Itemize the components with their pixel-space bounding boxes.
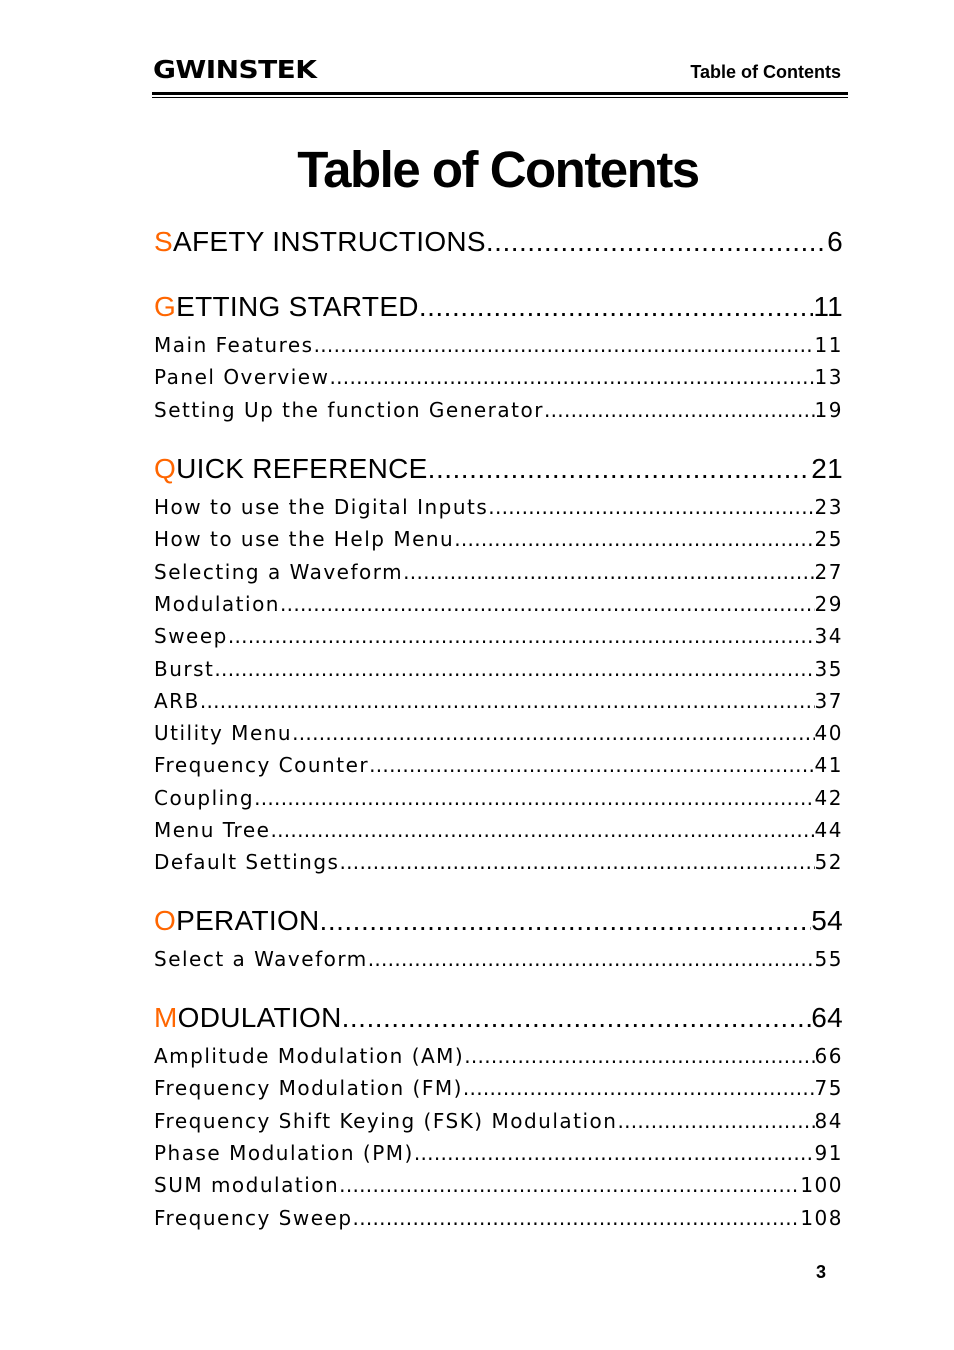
dot-leader xyxy=(368,947,815,971)
chapter-title xyxy=(154,226,486,258)
entry-title: Frequency Modulation (FM) xyxy=(154,1076,463,1101)
running-title: Table of Contents xyxy=(690,62,841,82)
toc-entry[interactable] xyxy=(154,721,843,745)
entry-page-number: 11 xyxy=(814,333,843,357)
toc-entry[interactable] xyxy=(154,689,843,713)
chapter-title-rest: ETTING STARTED xyxy=(176,291,419,322)
dot-leader xyxy=(280,592,815,616)
chapter-title xyxy=(154,905,320,937)
dot-leader xyxy=(214,657,814,681)
toc-entry[interactable] xyxy=(154,786,843,810)
toc-entry[interactable] xyxy=(154,527,843,551)
entry-page-number: 52 xyxy=(814,850,843,875)
toc-entry[interactable] xyxy=(154,365,843,389)
chapter-page-number: 64 xyxy=(811,1002,843,1033)
toc-entry[interactable] xyxy=(154,1206,843,1230)
toc-entry[interactable] xyxy=(154,753,843,777)
entry-page-number: 100 xyxy=(800,1173,843,1198)
dot-leader xyxy=(463,1076,815,1100)
dot-leader xyxy=(320,905,812,937)
chapter-title xyxy=(154,1002,342,1034)
entry-title: How to use the Help Menu xyxy=(154,527,455,552)
entry-page-number: 19 xyxy=(814,397,843,422)
brand-logo: GWINSTEK xyxy=(153,55,317,84)
entry-page-number: 29 xyxy=(814,591,843,616)
entry-title: Main Features xyxy=(154,333,314,357)
dot-leader xyxy=(454,527,814,551)
chapter-page-number: 6 xyxy=(827,226,843,257)
dot-leader xyxy=(464,1044,814,1068)
dot-leader xyxy=(342,1002,812,1034)
chapter-title-rest: ODULATION xyxy=(177,1002,342,1033)
toc-chapter[interactable] xyxy=(154,1002,843,1034)
chapter-title xyxy=(154,453,428,485)
entry-page-number: 91 xyxy=(814,1140,843,1165)
entry-title: Amplitude Modulation (AM) xyxy=(154,1044,465,1068)
toc-entry[interactable] xyxy=(154,624,843,648)
entry-page-number: 34 xyxy=(814,624,843,649)
toc-entry[interactable] xyxy=(154,560,843,584)
chapter-title xyxy=(154,291,419,323)
dot-leader xyxy=(414,1141,815,1165)
chapter-initial: G xyxy=(154,291,177,322)
dot-leader xyxy=(419,291,814,323)
toc-entry[interactable] xyxy=(154,657,843,681)
chapter-initial: M xyxy=(154,1002,178,1033)
entry-title: Utility Menu xyxy=(154,721,293,746)
dot-leader xyxy=(353,1206,801,1230)
chapter-page-number: 54 xyxy=(811,905,843,936)
entry-title: Setting Up the function Generator xyxy=(154,397,544,422)
dot-leader xyxy=(544,398,815,422)
entry-page-number: 66 xyxy=(814,1044,843,1068)
dot-leader xyxy=(200,689,815,713)
entry-page-number: 37 xyxy=(814,688,843,713)
dot-leader xyxy=(329,365,814,389)
chapter-page-number: 11 xyxy=(813,291,843,322)
entry-title: SUM modulation xyxy=(154,1173,340,1198)
chapter-page-number: 21 xyxy=(811,453,843,484)
entry-page-number: 35 xyxy=(814,656,843,681)
toc-entry[interactable] xyxy=(154,1076,843,1100)
dot-leader xyxy=(339,1173,800,1197)
entry-page-number: 108 xyxy=(800,1205,843,1230)
toc-chapter[interactable] xyxy=(154,226,843,258)
dot-leader xyxy=(403,560,814,584)
entry-page-number: 55 xyxy=(814,947,843,971)
entry-page-number: 13 xyxy=(814,365,843,390)
entry-title: Panel Overview xyxy=(154,365,330,390)
entry-title: Default Settings xyxy=(154,850,340,875)
toc-entry[interactable] xyxy=(154,398,843,422)
entry-title: Phase Modulation (PM) xyxy=(154,1140,414,1165)
entry-title: Modulation xyxy=(154,591,280,616)
entry-page-number: 25 xyxy=(814,527,843,552)
entry-title: Select a Waveform xyxy=(154,947,368,971)
entry-title: Sweep xyxy=(154,624,228,649)
toc-entry[interactable] xyxy=(154,1141,843,1165)
entry-title: Frequency Counter xyxy=(154,753,370,778)
entry-page-number: 44 xyxy=(814,818,843,842)
entry-page-number: 23 xyxy=(814,495,843,519)
header-rule xyxy=(152,92,848,95)
entry-page-number: 27 xyxy=(814,559,843,584)
toc-chapter[interactable] xyxy=(154,291,843,323)
toc-entry[interactable] xyxy=(154,850,843,874)
toc-entry[interactable] xyxy=(154,495,843,519)
entry-page-number: 42 xyxy=(814,785,843,810)
header-rule-thin xyxy=(152,97,848,98)
dot-leader xyxy=(292,721,814,745)
dot-leader xyxy=(254,786,814,810)
dot-leader xyxy=(369,753,814,777)
dot-leader xyxy=(428,453,812,485)
toc-entry[interactable] xyxy=(154,1109,843,1133)
dot-leader xyxy=(314,333,815,357)
chapter-initial: Q xyxy=(154,453,177,484)
entry-title: Burst xyxy=(154,656,215,681)
entry-title: Frequency Shift Keying (FSK) Modulation xyxy=(154,1108,618,1133)
entry-page-number: 84 xyxy=(814,1108,843,1133)
chapter-initial: S xyxy=(154,226,173,257)
dot-leader xyxy=(228,624,815,648)
dot-leader xyxy=(486,226,827,258)
page-title: Table of Contents xyxy=(297,141,699,198)
toc-chapter[interactable] xyxy=(154,905,843,937)
chapter-title-rest: PERATION xyxy=(176,905,320,936)
entry-title: ARB xyxy=(154,688,200,713)
dot-leader xyxy=(270,818,814,842)
chapter-initial: O xyxy=(154,905,177,936)
toc-chapter[interactable] xyxy=(154,453,843,485)
entry-title: How to use the Digital Inputs xyxy=(154,495,489,519)
chapter-title-rest: AFETY INSTRUCTIONS xyxy=(172,226,486,257)
entry-page-number: 40 xyxy=(814,721,843,746)
toc-entry[interactable] xyxy=(154,818,843,842)
entry-title: Coupling xyxy=(154,785,255,810)
entry-page-number: 75 xyxy=(814,1076,843,1101)
page-number: 3 xyxy=(816,1262,827,1282)
toc-entry[interactable] xyxy=(154,333,843,357)
entry-title: Menu Tree xyxy=(154,818,271,842)
dot-leader xyxy=(488,495,814,519)
toc-entry[interactable] xyxy=(154,1173,843,1197)
toc-entry[interactable] xyxy=(154,1044,843,1068)
chapter-title-rest: UICK REFERENCE xyxy=(176,453,428,484)
dot-leader xyxy=(617,1109,814,1133)
dot-leader xyxy=(339,850,814,874)
entry-page-number: 41 xyxy=(814,753,843,778)
toc-entry[interactable] xyxy=(154,947,843,971)
entry-title: Selecting a Waveform xyxy=(154,559,404,584)
toc-entry[interactable] xyxy=(154,592,843,616)
entry-title: Frequency Sweep xyxy=(154,1205,353,1230)
